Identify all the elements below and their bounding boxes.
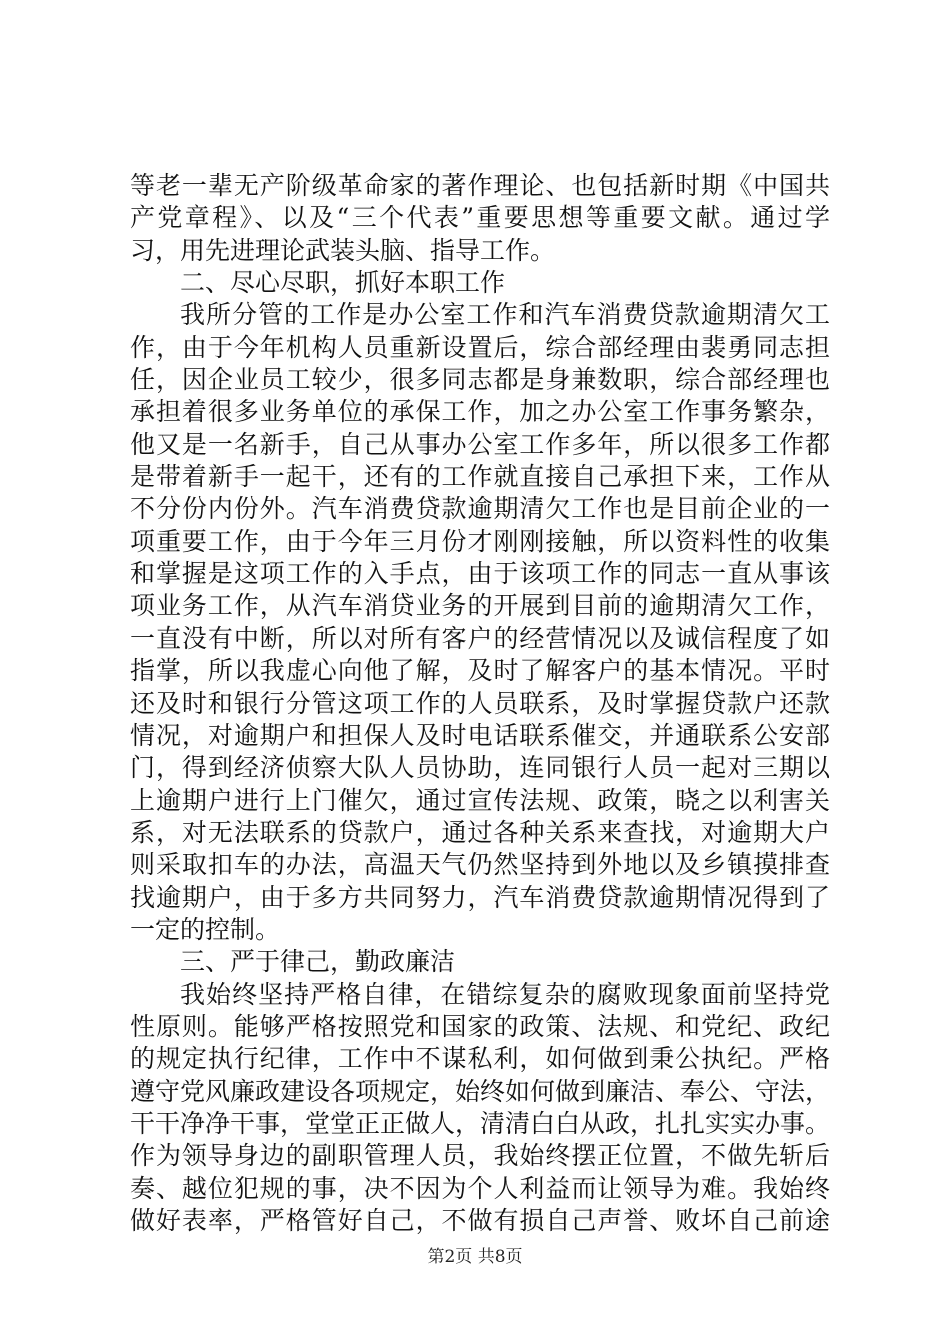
text-line: 还及时和银行分管这项工作的人员联系，及时掌握贷款户还款 — [130, 688, 830, 718]
text-line: 一定的控制。 — [130, 914, 281, 944]
text-line: 不分份内份外。汽车消费贷款逾期清欠工作也是目前企业的一 — [130, 494, 830, 524]
text-line: 他又是一名新手，自己从事办公室工作多年，所以很多工作都 — [130, 429, 830, 459]
section-heading: 二、尽心尽职，抓好本职工作 — [180, 268, 506, 298]
text-line: 的规定执行纪律，工作中不谋私利，如何做到秉公执纪。严格 — [130, 1044, 830, 1074]
text-line: 习，用先进理论武装头脑、指导工作。 — [130, 235, 556, 265]
text-line: 做好表率，严格管好自己，不做有损自己声誉、败坏自己前途 — [130, 1206, 830, 1235]
text-line: 和掌握是这项工作的入手点，由于该项工作的同志一直从事该 — [130, 559, 830, 589]
text-line: 承担着很多业务单位的承保工作，加之办公室工作事务繁杂， — [130, 397, 830, 427]
text-line: 系，对无法联系的贷款户，通过各种关系来查找，对逾期大户 — [130, 817, 830, 847]
text-line: 找逾期户，由于多方共同努力，汽车消费贷款逾期情况得到了 — [130, 882, 830, 912]
text-line: 门，得到经济侦察大队人员协助，连同银行人员一起对三期以 — [130, 753, 830, 783]
text-line: 遵守党风廉政建设各项规定，始终如何做到廉洁、奉公、守法， — [130, 1076, 830, 1106]
text-line: 等老一辈无产阶级革命家的著作理论、也包括新时期《中国共 — [130, 171, 830, 200]
section-heading: 三、严于律己，勤政廉洁 — [180, 947, 456, 977]
text-line: 干干净净干事，堂堂正正做人，清清白白从政，扎扎实实办事。 — [130, 1108, 830, 1138]
page-footer: 第2页 共8页 — [427, 1247, 523, 1267]
text-line: 一直没有中断，所以对所有客户的经营情况以及诚信程度了如 — [130, 623, 830, 653]
text-line: 指掌，所以我虚心向他了解，及时了解客户的基本情况。平时 — [130, 656, 830, 686]
document-body — [130, 170, 830, 1237]
text-line: 则采取扣车的办法，高温天气仍然坚持到外地以及乡镇摸排查 — [130, 850, 830, 880]
text-line: 奏、越位犯规的事，决不因为个人利益而让领导为难。我始终 — [130, 1173, 830, 1203]
text-line: 上逾期户进行上门催欠，通过宣传法规、政策，晓之以利害关 — [130, 785, 830, 815]
text-line: 项重要工作，由于今年三月份才刚刚接触，所以资料性的收集 — [130, 526, 830, 556]
text-line: 任，因企业员工较少，很多同志都是身兼数职，综合部经理也 — [130, 365, 830, 395]
text-line: 项业务工作，从汽车消贷业务的开展到目前的逾期清欠工作， — [130, 591, 830, 621]
text-line: 产党章程》、以及“三个代表”重要思想等重要文献。通过学 — [130, 203, 830, 233]
text-line: 作为领导身边的副职管理人员，我始终摆正位置，不做先斩后 — [130, 1141, 830, 1171]
text-line: 作，由于今年机构人员重新设置后，综合部经理由裴勇同志担 — [130, 332, 830, 362]
text-line: 是带着新手一起干，还有的工作就直接自己承担下来，工作从 — [130, 462, 830, 492]
text-line: 我始终坚持严格自律，在错综复杂的腐败现象面前坚持党 — [180, 979, 830, 1009]
text-line: 我所分管的工作是办公室工作和汽车消费贷款逾期清欠工 — [180, 300, 830, 330]
text-line: 情况，对逾期户和担保人及时电话联系催交，并通联系公安部 — [130, 720, 830, 750]
text-line: 性原则。能够严格按照党和国家的政策、法规、和党纪、政纪 — [130, 1011, 830, 1041]
